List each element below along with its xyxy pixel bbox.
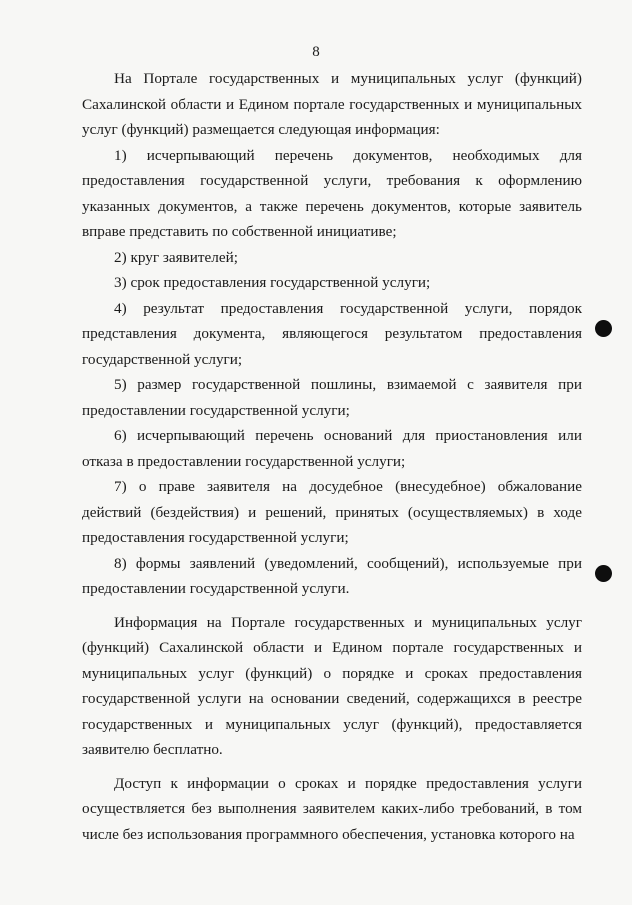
paragraph-intro: На Портале государственных и муниципальных услуг (функций) Сахалинской области и Едином портале государственных и муниципальных услуг (функций) размещается следующая информация:	[82, 70, 582, 138]
list-item-7: 7) о праве заявителя на досудебное (внесудебное) обжалование действий (бездействия) и решений, принятых (осуществляемых) в ходе предоставления государственной услуги;	[82, 478, 582, 546]
list-item-1: 1) исчерпывающий перечень документов, необходимых для предоставления государственной услуги, требования к оформлению указанных документов, а также перечень документов, которые заявитель вправе представить по собственной инициативе;	[82, 146, 582, 240]
list-item-6: 6) исчерпывающий перечень оснований для приостановления или отказа в предоставлении государственной услуги;	[82, 427, 582, 470]
list-item-3: 3) срок предоставления государственной услуги;	[114, 274, 431, 291]
page-number: 8	[312, 44, 320, 60]
paragraph-access: Доступ к информации о сроках и порядке предоставления услуги осуществляется без выполнения заявителем каких-либо требований, в том числе без использования программного обеспечения, установка которого на	[82, 774, 582, 843]
list-item-4: 4) результат предоставления государственной услуги, порядок представления документа, являющегося результатом предоставления государственной услуги;	[82, 299, 582, 368]
binder-hole-mark	[595, 565, 612, 582]
list-item-8: 8) формы заявлений (уведомлений, сообщений), используемые при предоставлении государственной услуги.	[82, 554, 582, 597]
binder-hole-mark	[595, 320, 612, 337]
list-item-5: 5) размер государственной пошлины, взимаемой с заявителя при предоставлении государственной услуги;	[82, 376, 582, 419]
document-body	[82, 66, 582, 847]
list-item-2: 2) круг заявителей;	[114, 248, 238, 266]
paragraph-info-free: Информация на Портале государственных и муниципальных услуг (функций) Сахалинской области и Едином портале государственных и муниципальных услуг (функций) о порядке и сроках предоставления государственной услуги на основании сведений, содержащихся в реестре государственных и муниципальных услуг (функций), предоставляется заявителю бесплатно.	[82, 613, 582, 758]
